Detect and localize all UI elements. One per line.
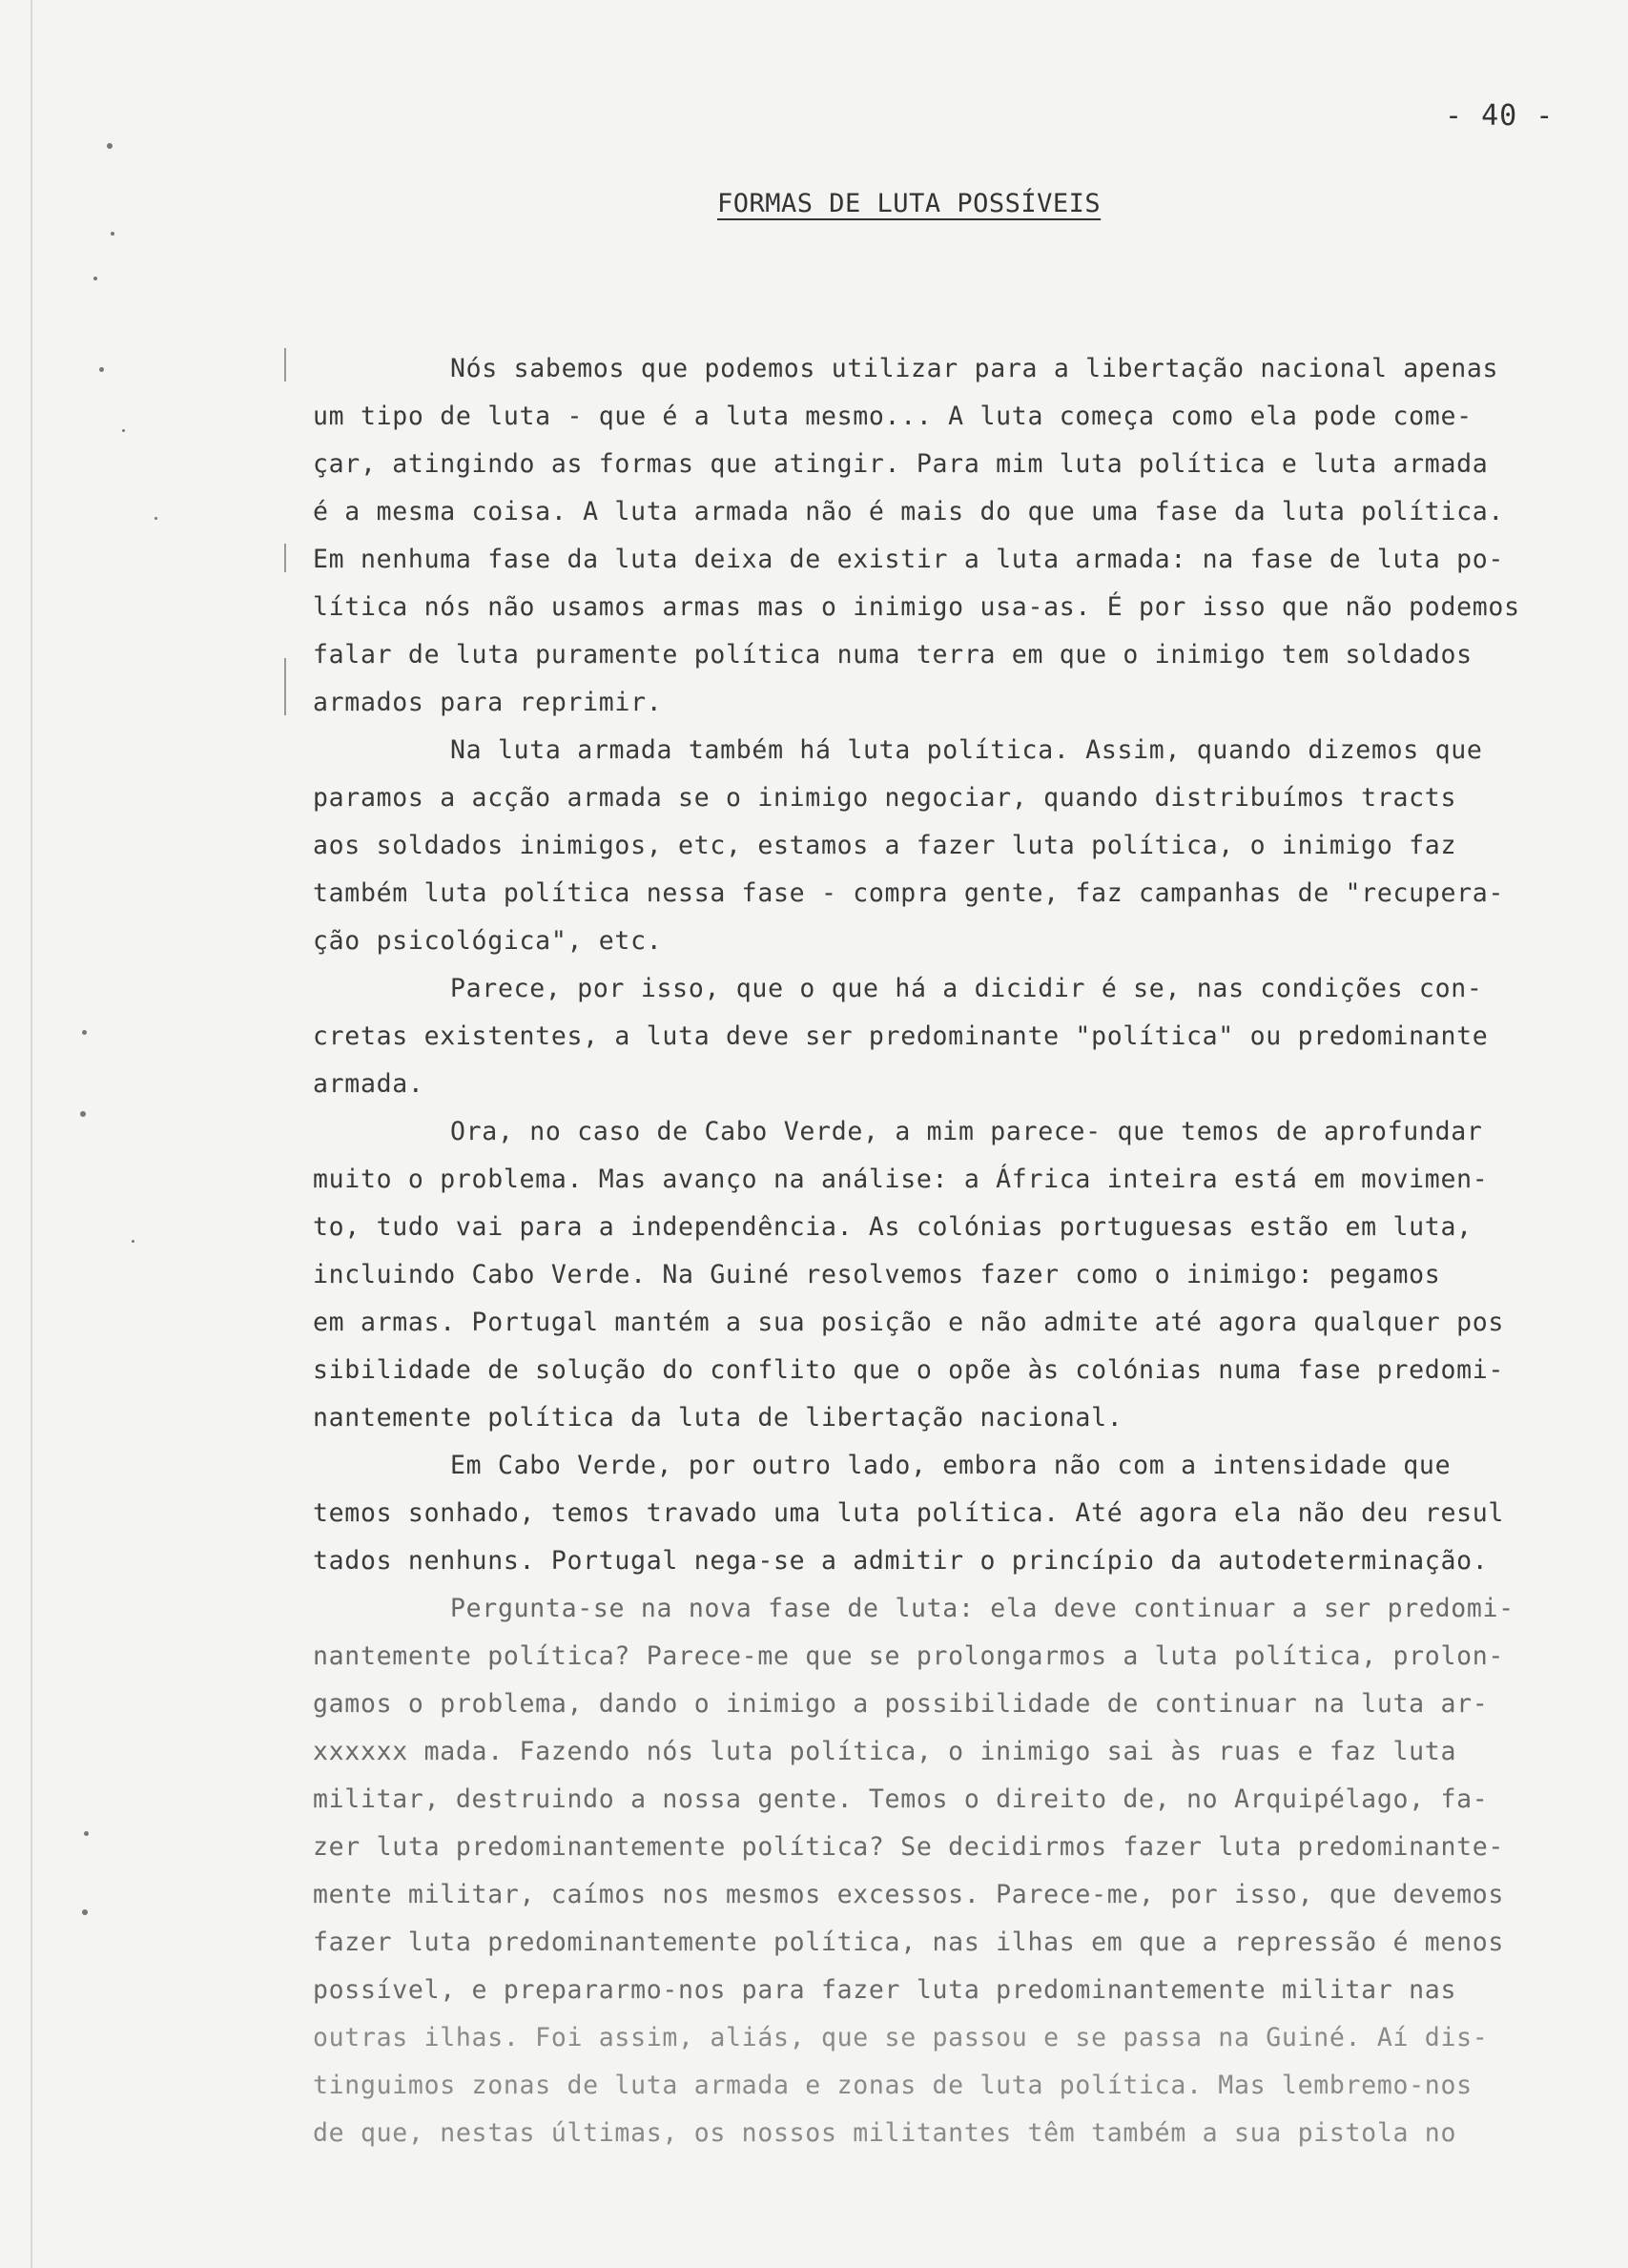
text-line: gamos o problema, dando o inimigo a possibilidade de continuar na luta ar- — [313, 1689, 1489, 1719]
text-line: armados para reprimir. — [313, 688, 663, 717]
margin-marks — [0, 0, 191, 2268]
text-line: Nós sabemos que podemos utilizar para a libertação nacional apenas — [450, 354, 1499, 383]
text-line: to, tudo vai para a independência. As colónias portuguesas estão em luta, — [313, 1212, 1473, 1242]
text-line: em armas. Portugal mantém a sua posição e não admite até agora qualquer pos — [313, 1308, 1505, 1337]
punch-mark — [99, 367, 104, 372]
text-line: muito o problema. Mas avanço na análise: a África inteira está em movimen- — [313, 1165, 1489, 1194]
margin-rule — [284, 348, 286, 381]
text-line: fazer luta predominantemente política, nas ilhas em que a repressão é menos — [313, 1928, 1505, 1957]
text-line: um tipo de luta - que é a luta mesmo... A luta começa como ela pode come- — [313, 402, 1473, 431]
punch-mark — [93, 277, 97, 280]
punch-mark — [132, 1240, 134, 1243]
punch-mark — [111, 232, 114, 236]
text-line: possível, e prepararmo-nos para fazer luta predominantemente militar nas — [313, 1975, 1457, 2005]
text-line: temos sonhado, temos travado uma luta política. Até agora ela não deu resul — [313, 1498, 1505, 1528]
punch-mark — [82, 1030, 87, 1035]
text-line: outras ilhas. Foi assim, aliás, que se passou e se passa na Guiné. Aí dis- — [313, 2023, 1489, 2052]
text-line: nantemente política da luta de libertação nacional. — [313, 1403, 1123, 1433]
text-line: nantemente política? Parece-me que se prolongarmos a luta política, prolon- — [313, 1641, 1505, 1671]
text-line: mente militar, caímos nos mesmos excessos. Parece-me, por isso, que devemos — [313, 1880, 1505, 1909]
text-line: sibilidade de solução do conflito que o opõe às colónias numa fase predomi- — [313, 1355, 1505, 1385]
text-line: tinguimos zonas de luta armada e zonas de luta política. Mas lembremo-nos — [313, 2071, 1473, 2100]
text-line: Ora, no caso de Cabo Verde, a mim parece- que temos de aprofundar — [450, 1117, 1483, 1146]
punch-mark — [155, 517, 157, 520]
margin-rule — [284, 544, 286, 572]
text-line: incluindo Cabo Verde. Na Guiné resolvemos fazer como o inimigo: pegamos — [313, 1260, 1441, 1289]
text-line: Pergunta-se na nova fase de luta: ela deve continuar a ser predomi- — [450, 1594, 1515, 1623]
punch-mark — [84, 1831, 89, 1836]
punch-mark — [80, 1111, 86, 1117]
punch-mark — [122, 429, 125, 432]
text-line: Parece, por isso, que o que há a dicidir é se, nas condições con- — [450, 974, 1483, 1003]
text-line: de que, nestas últimas, os nossos militantes têm também a sua pistola no — [313, 2118, 1457, 2148]
punch-mark — [82, 1909, 88, 1915]
text-line: armada. — [313, 1069, 424, 1099]
margin-rule — [284, 658, 286, 715]
text-line: çar, atingindo as formas que atingir. Para mim luta política e luta armada — [313, 449, 1489, 479]
text-line: xxxxxx mada. Fazendo nós luta política, o inimigo sai às ruas e faz luta — [313, 1737, 1457, 1766]
page-number: - 40 - — [1445, 99, 1555, 133]
text-line: ção psicológica", etc. — [313, 926, 663, 956]
page-title: FORMAS DE LUTA POSSÍVEIS — [717, 189, 1102, 218]
text-line: lítica nós não usamos armas mas o inimigo usa-as. É por isso que não podemos — [313, 592, 1520, 622]
text-line: paramos a acção armada se o inimigo negociar, quando distribuímos tracts — [313, 783, 1457, 813]
text-line: Em Cabo Verde, por outro lado, embora não com a intensidade que — [450, 1451, 1452, 1480]
text-line: Em nenhuma fase da luta deixa de existir a luta armada: na fase de luta po- — [313, 545, 1505, 574]
punch-mark — [107, 143, 113, 149]
text-line: militar, destruindo a nossa gente. Temos o direito de, no Arquipélago, fa- — [313, 1784, 1489, 1814]
text-line: tados nenhuns. Portugal nega-se a admitir o princípio da autodeterminação. — [313, 1546, 1489, 1576]
text-line: Na luta armada também há luta política. Assim, quando dizemos que — [450, 735, 1483, 765]
text-line: cretas existentes, a luta deve ser predominante "política" ou predominante — [313, 1021, 1489, 1051]
text-line: é a mesma coisa. A luta armada não é mais do que uma fase da luta política. — [313, 497, 1505, 526]
text-line: aos soldados inimigos, etc, estamos a fazer luta política, o inimigo faz — [313, 831, 1457, 860]
text-line: falar de luta puramente política numa terra em que o inimigo tem soldados — [313, 640, 1473, 670]
text-line: também luta política nessa fase - compra gente, faz campanhas de "recupera- — [313, 878, 1505, 908]
text-line: zer luta predominantemente política? Se decidirmos fazer luta predominante- — [313, 1832, 1505, 1862]
